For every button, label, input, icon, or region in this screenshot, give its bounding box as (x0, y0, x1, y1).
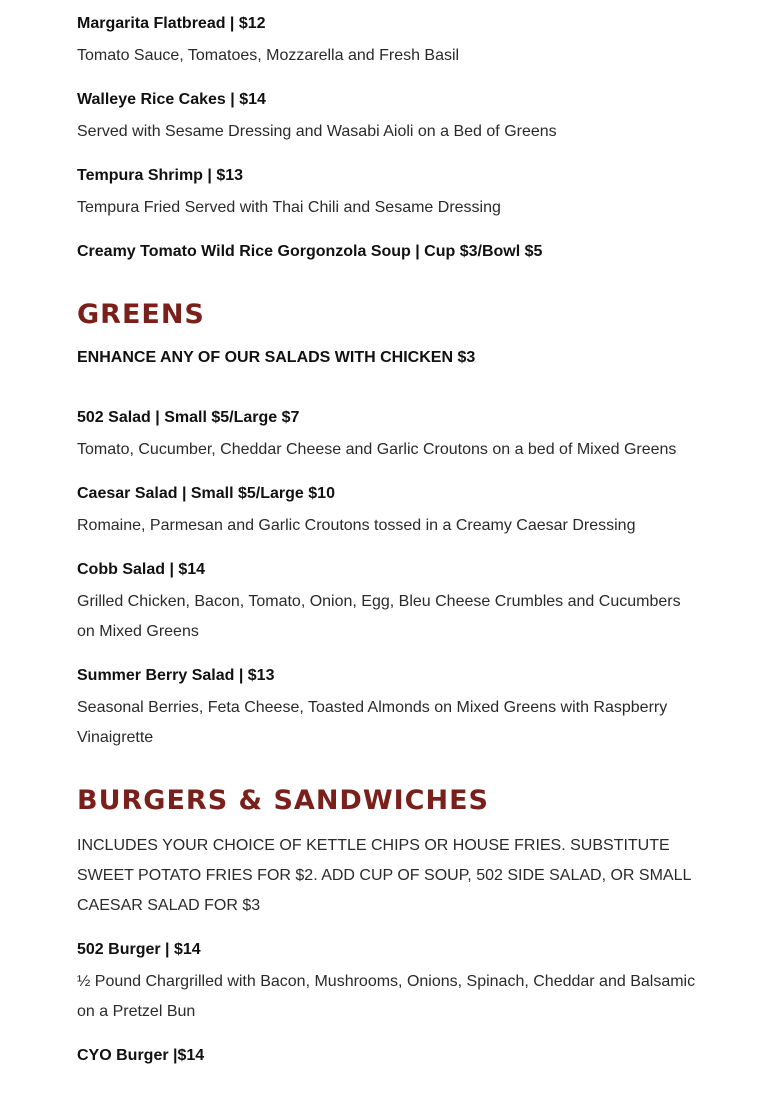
item-description: Tempura Fried Served with Thai Chili and Sesame Dressing (77, 199, 501, 216)
item-title: 502 Burger | $14 (77, 941, 201, 958)
menu-item (77, 239, 702, 265)
item-description: Served with Sesame Dressing and Wasabi Aioli on a Bed of Greens (77, 123, 557, 140)
burgers-heading: BURGERS & SANDWICHES (77, 785, 489, 816)
menu-item (77, 11, 702, 71)
item-title: Margarita Flatbread | $12 (77, 15, 266, 32)
menu-item (77, 481, 702, 541)
item-title: Creamy Tomato Wild Rice Gorgonzola Soup | Cup $3/Bowl $5 (77, 243, 543, 260)
item-title: Walleye Rice Cakes | $14 (77, 91, 266, 108)
menu-item (77, 405, 702, 465)
item-description: Romaine, Parmesan and Garlic Croutons tossed in a Creamy Caesar Dressing (77, 517, 636, 534)
burgers-list (77, 937, 702, 1069)
item-description: Tomato Sauce, Tomatoes, Mozzarella and Fresh Basil (77, 47, 460, 64)
menu-content (77, 11, 702, 1085)
item-title: Tempura Shrimp | $13 (77, 167, 244, 184)
item-title: CYO Burger |$14 (77, 1047, 205, 1064)
menu-item (77, 937, 702, 1027)
item-description: Seasonal Berries, Feta Cheese, Toasted Almonds on Mixed Greens with Raspberry Vinaigrette (77, 699, 668, 746)
item-description: Grilled Chicken, Bacon, Tomato, Onion, Egg, Bleu Cheese Crumbles and Cucumbers on Mixed Greens (77, 593, 681, 640)
item-title: Caesar Salad | Small $5/Large $10 (77, 485, 335, 502)
item-description: Tomato, Cucumber, Cheddar Cheese and Garlic Croutons on a bed of Mixed Greens (77, 441, 677, 458)
appetizers-list (77, 11, 702, 265)
menu-item (77, 1043, 702, 1069)
menu-item (77, 557, 702, 647)
menu-item (77, 87, 702, 147)
greens-list (77, 405, 702, 753)
burgers-notice: INCLUDES YOUR CHOICE OF KETTLE CHIPS OR HOUSE FRIES. SUBSTITUTE SWEET POTATO FRIES FOR $2. ADD CUP OF SOUP, 502 SIDE SALAD, OR SMALL CAESAR SALAD FOR $3 (77, 837, 691, 914)
greens-heading: GREENS (77, 299, 205, 330)
item-title: 502 Salad | Small $5/Large $7 (77, 409, 300, 426)
menu-item (77, 663, 702, 753)
greens-enhance-note: ENHANCE ANY OF OUR SALADS WITH CHICKEN $3 (77, 349, 476, 366)
item-description: ½ Pound Chargrilled with Bacon, Mushrooms, Onions, Spinach, Cheddar and Balsamic on a Pretzel Bun (77, 973, 696, 1020)
item-title: Cobb Salad | $14 (77, 561, 206, 578)
item-title: Summer Berry Salad | $13 (77, 667, 275, 684)
menu-item (77, 163, 702, 223)
